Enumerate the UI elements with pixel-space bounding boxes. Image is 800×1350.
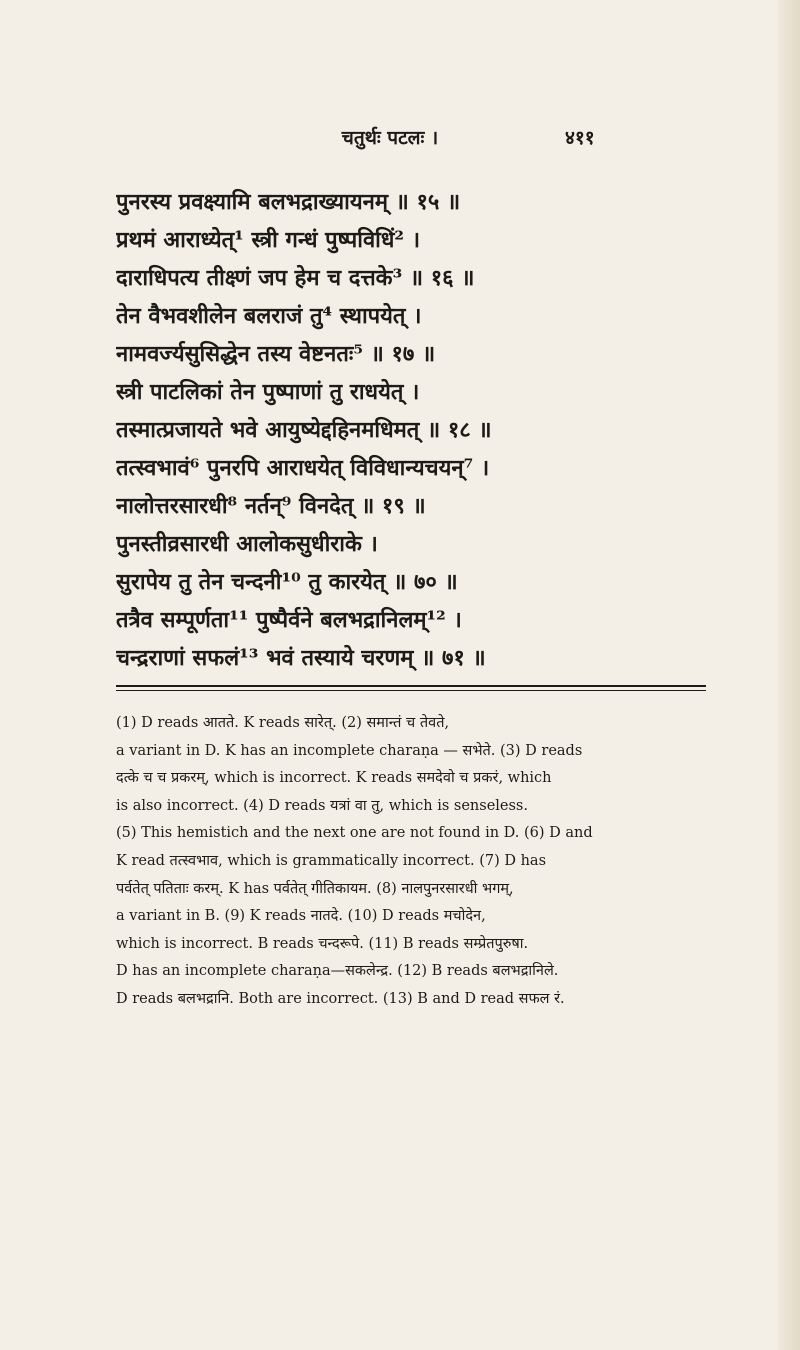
page-header [0,124,800,160]
verse-line: तस्मात्प्रजायते भवे आयुष्येद्दहिनमधिमत् ॥ १८ ॥ [116,417,492,443]
verse-line: प्रथमं आराध्येत्¹ स्त्री गन्धं पुष्पविधिं² । [116,227,421,253]
verse-line: तेन वैभवशीलेन बलराजं तु⁴ स्थापयेत् । [116,303,422,329]
footnote-line: a variant in B. (9) K reads नातदे. (10) D reads मचोदेन, [116,908,486,925]
verse-block [116,183,706,677]
footnote-line: D reads बलभद्रानि. Both are incorrect. (13) B and D read सफल रं. [116,990,565,1007]
footnote-line: a variant in D. K has an incomplete charaṇa — सभेते. (3) D reads [116,742,583,759]
verse-line: पुनस्तीव्रसारधी आलोकसुधीराके । [116,531,378,557]
verse-line: नामवर्ज्यसुसिद्धेन तस्य वेष्टनतः⁵ ॥ १७ ॥ [116,341,436,367]
footnote-line: is also incorrect. (4) D reads यत्रां वा तु, which is senseless. [116,797,528,814]
footnote-line: which is incorrect. B reads चन्दरूपे. (11) B reads सम्प्रेतपुरुषा. [116,935,529,952]
footnote-line: (5) This hemistich and the next one are not found in D. (6) D and [116,825,593,842]
verse-line: सुरापेय तु तेन चन्दनी¹⁰ तु कारयेत् ॥ ७० ॥ [116,569,458,595]
verse-line: दाराधिपत्य तीक्ष्णं जप हेम च दत्तके³ ॥ १६ ॥ [116,265,475,291]
page-number: ४११ [565,127,595,149]
footnote-line: पर्वतेत् पतिताः करम्. K has पर्वतेत् गीतिकायम. (8) नालपुनरसारधी भगम्, [116,880,514,897]
page-edge [778,0,800,1350]
verse-line: तत्रैव सम्पूर्णता¹¹ पुष्पैर्वने बलभद्रानिलम्¹² । [116,607,462,633]
verse-line: पुनरस्य प्रवक्ष्यामि बलभद्राख्यायनम् ॥ १५ ॥ [116,189,461,215]
footnote-rule [116,685,706,687]
running-title: चतुर्थः पटलः । [341,127,439,149]
footnote-line: (1) D reads आतते. K reads सारेत्. (2) समान्तं च तेवते, [116,715,450,731]
verse-line: तत्स्वभावं⁶ पुनरपि आराधयेत् विविधान्यचयन्⁷ । [116,455,490,481]
verse-line: स्त्री पाटलिकां तेन पुष्पाणां तु राधयेत् । [116,379,420,405]
verse-line: चन्द्रराणां सफलं¹³ भवं तस्याये चरणम् ॥ ७१ ॥ [116,645,486,671]
footnote-rule-thin [116,690,706,691]
footnotes [116,710,706,1014]
footnote-line: K read तत्स्वभाव, which is grammatically incorrect. (7) D has [116,852,547,869]
verse-line: नालोत्तरसारधी⁸ नर्तन्⁹ विनदेत् ॥ १९ ॥ [116,493,426,519]
footnote-line: दत्के च च प्रकरम्, which is incorrect. K reads समदेवो च प्रकरं, which [116,770,552,787]
footnote-line: D has an incomplete charaṇa—सकलेन्द्र. (12) B reads बलभद्रानिले. [116,963,559,980]
